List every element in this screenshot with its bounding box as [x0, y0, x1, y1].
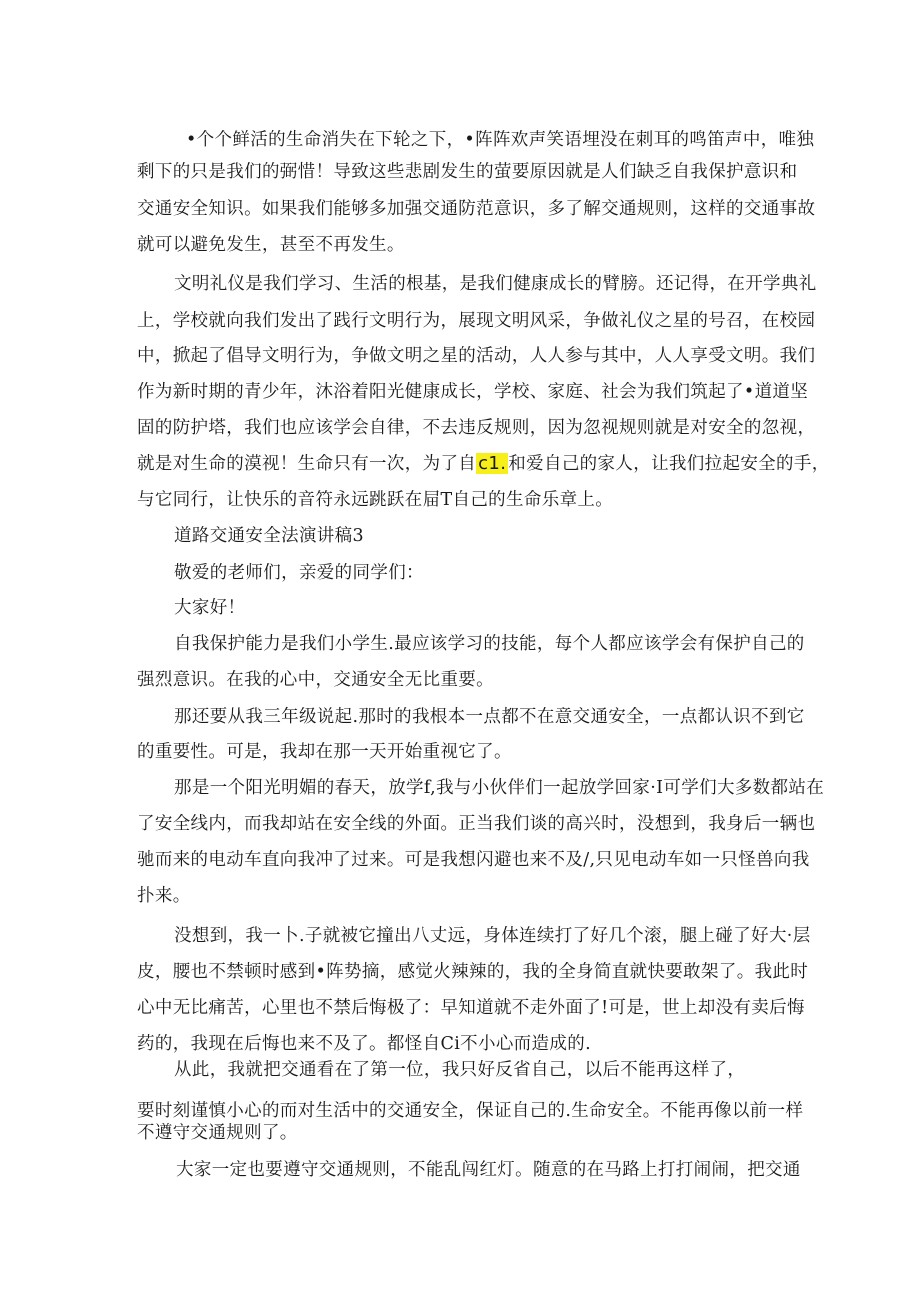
paragraph-1-line-2: 剩下的只是我们的弼惜！导致这些悲剧发生的萤要原因就是人们缺乏自我保护意识和: [137, 162, 798, 182]
paragraph-5-line-4: 扑来。: [137, 886, 191, 906]
paragraph-3-line-1: 自我保护能力是我们小学生.最应该学习的技能，每个人都应该学会有保护自己的: [174, 634, 805, 654]
paragraph-4-line-2: 的重要性。可是，我却在那一天开始重视它了。: [137, 742, 512, 762]
paragraph-2-line-6: [137, 452, 830, 476]
paragraph-1-line-4: 就可以避免发生，甚至不再发生。: [137, 235, 405, 255]
hello: 大家好！: [174, 598, 246, 618]
paragraph-2-line-5: 固的防护塔，我们也应该学会自律，不去违反规则，因为忽视规则就是对安全的忽视，: [137, 418, 816, 438]
paragraph-2-line-1: 文明礼仪是我们学习、生活的根基，是我们健康成长的臂膀。还记得，在开学典礼: [174, 274, 817, 294]
paragraph-4-line-1: 那还要从我三年级说起.那时的我根本一点都不在意交通安全，一点都认识不到它: [174, 707, 805, 727]
paragraph-3-line-2: 强烈意识。在我的心中，交通安全无比重要。: [137, 670, 494, 690]
paragraph-8-line-1: 大家一定也要遵守交通规则，不能乱闯红灯。随意的在马路上打打闹闹，把交通: [176, 1160, 801, 1180]
paragraph-2-line-2: 上，学校就向我们发出了践行文明行为，展现文明风采，争做礼仪之星的号召，在校园: [137, 311, 816, 331]
paragraph-1-line-1: •个个鲜活的生命消失在下轮之下，•阵阵欢声笑语埋没在刺耳的鸣笛声中，唯独: [186, 130, 815, 150]
paragraph-5-line-3: 驰而来的电动车直向我冲了过来。可是我想闪避也来不及/,只见电动车如一只怪兽向我: [137, 850, 810, 870]
paragraph-6-line-1: 没想到，我一卜.子就被它撞出八丈远，身体连续打了好几个滚，腿上碰了好大·层: [174, 926, 811, 946]
paragraph-6-line-3: 心中无比痛苦，心里也不禁后悔极了：早知道就不走外面了!可是，世上却没有卖后悔: [137, 998, 805, 1018]
paragraph-7-line-1: 从此，我就把交通看在了第一位，我只好反省自己，以后不能再这样了，: [174, 1060, 746, 1080]
paragraph-7-line-3: 不遵守交通规则了。: [137, 1123, 298, 1143]
paragraph-2-line-7: 与它同行，让快乐的音符永远跳跃在屇T自己的生命乐章上。: [137, 490, 614, 510]
paragraph-1-line-3: 交通安全知识。如果我们能够多加强交通防范意识，多了解交通规则，这样的交通事故: [137, 199, 816, 219]
paragraph-7-line-2: 要时刻谨慎小心的而对生活中的交通安全，保证自己的.生命安全。不能再像以前一样: [137, 1101, 804, 1121]
paragraph-6-line-4: 药的，我现在后悔也来不及了。都怪自Ci不小心而造成的.: [137, 1034, 591, 1054]
paragraph-2-line-3: 中，掀起了倡导文明行为，争做文明之星的活动，人人参与其中，人人享受文明。我们: [137, 346, 816, 366]
greeting: 敬爱的老师们，亲爱的同学们：: [174, 563, 424, 583]
paragraph-2-line-6-after: 和爱自己的家人，让我们拉起安全的手，: [508, 454, 830, 474]
paragraph-5-line-1: 那是一个阳光明媚的春天，放学f,我与小伙伴们一起放学回家·I可学们大多数都站在: [174, 778, 825, 798]
paragraph-2-line-4: 作为新时期的青少年，沐浴着阳光健康成长，学校、家庭、社会为我们筑起了•道道坚: [137, 382, 809, 402]
section-heading: 道路交通安全法演讲稿3: [174, 526, 364, 546]
paragraph-5-line-2: 了安全线内，而我却站在安全线的外面。正当我们谈的高兴时，没想到，我身后一辆也: [137, 814, 816, 834]
highlighted-text: c1.: [478, 453, 507, 474]
paragraph-6-line-2: 皮，腰也不禁顿时感到•阵势摘，感觉火辣辣的，我的全身简直就快要敢架了。我此时: [137, 962, 809, 982]
paragraph-2-line-6-before: 就是对生命的漠视！生命只有一次，为了自: [137, 454, 477, 474]
